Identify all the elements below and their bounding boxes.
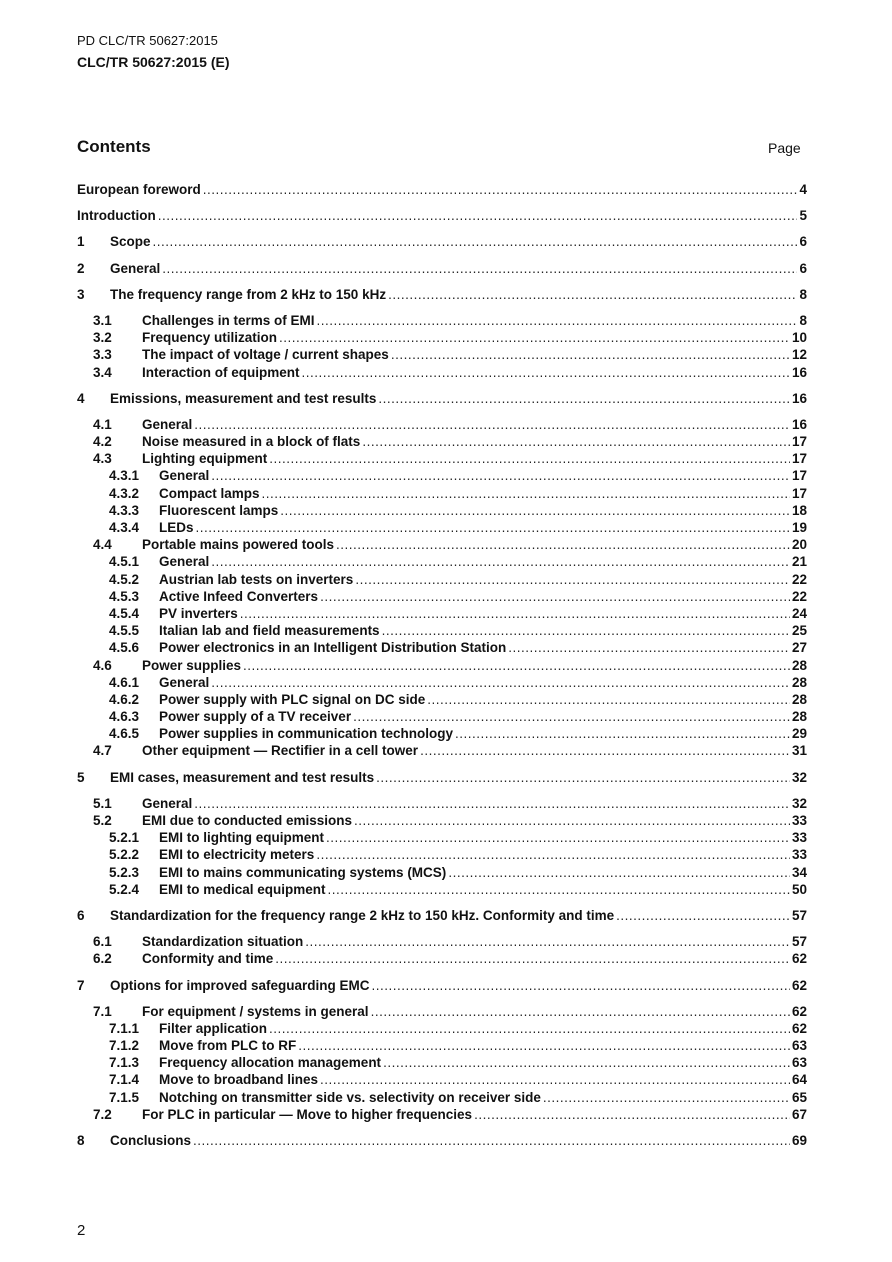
toc-entry-page: 16 bbox=[791, 390, 807, 406]
toc-entry[interactable] bbox=[77, 829, 807, 846]
toc-entry-number: 4.1 bbox=[93, 416, 112, 432]
contents-heading: Contents bbox=[77, 137, 151, 156]
toc-entry-number: 4.6.5 bbox=[109, 726, 140, 742]
toc-entry-title: General bbox=[142, 416, 193, 432]
toc-dot-leader bbox=[193, 1132, 790, 1149]
toc-entry-number: 5.2.4 bbox=[109, 881, 140, 897]
toc-dot-leader bbox=[376, 769, 790, 786]
toc-entry-title: EMI to mains communicating systems (MCS) bbox=[159, 864, 447, 880]
toc-dot-leader bbox=[153, 233, 798, 250]
toc-entry-page: 17 bbox=[791, 434, 807, 450]
toc-entry-number: 5.2.2 bbox=[109, 847, 140, 863]
toc-entry-title: For equipment / systems in general bbox=[142, 1003, 369, 1019]
toc-entry-page: 34 bbox=[791, 864, 807, 880]
toc-entry-number: 6 bbox=[77, 907, 85, 923]
toc-entry[interactable] bbox=[77, 390, 807, 407]
toc-dot-leader bbox=[317, 312, 798, 329]
toc-entry[interactable] bbox=[77, 181, 807, 198]
toc-entry-page: 16 bbox=[791, 416, 807, 432]
toc-entry-title: Standardization situation bbox=[142, 934, 304, 950]
toc-entry-page: 32 bbox=[791, 795, 807, 811]
toc-entry-number: 6.2 bbox=[93, 951, 112, 967]
toc-entry-page: 50 bbox=[791, 881, 807, 897]
toc-entry-page: 8 bbox=[799, 312, 807, 328]
toc-dot-leader bbox=[391, 346, 790, 363]
toc-entry[interactable] bbox=[77, 846, 807, 863]
toc-entry-number: 4.5.1 bbox=[109, 554, 140, 570]
toc-entry[interactable] bbox=[77, 571, 807, 588]
toc-dot-leader bbox=[371, 1003, 790, 1020]
toc-entry-page: 16 bbox=[791, 364, 807, 380]
toc-entry-number: 4.5.2 bbox=[109, 571, 140, 587]
toc-entry[interactable] bbox=[77, 950, 807, 967]
toc-entry-title: Lighting equipment bbox=[142, 451, 268, 467]
toc-entry[interactable] bbox=[77, 502, 807, 519]
toc-entry-number: 7.1.5 bbox=[109, 1089, 140, 1105]
toc-entry[interactable] bbox=[77, 233, 807, 250]
page-column-label: Page bbox=[768, 140, 801, 156]
toc-entry-page: 28 bbox=[791, 709, 807, 725]
toc-entry-title: Challenges in terms of EMI bbox=[142, 312, 315, 328]
toc-entry-title: EMI to electricity meters bbox=[159, 847, 315, 863]
toc-entry-title: For PLC in particular — Move to higher frequencies bbox=[142, 1106, 473, 1122]
toc-entry-page: 19 bbox=[791, 520, 807, 535]
toc-entry-number: 4.6 bbox=[93, 657, 112, 673]
toc-entry-page: 27 bbox=[791, 640, 807, 656]
toc-entry[interactable] bbox=[77, 416, 807, 433]
toc-entry-title: Emissions, measurement and test results bbox=[110, 390, 377, 406]
toc-entry[interactable] bbox=[77, 1071, 807, 1088]
toc-entry-number: 5.1 bbox=[93, 795, 112, 811]
toc-dot-leader bbox=[320, 588, 790, 605]
toc-entry-title: Frequency allocation management bbox=[159, 1055, 382, 1071]
toc-entry-page: 69 bbox=[791, 1133, 807, 1148]
toc-entry-title: Active Infeed Converters bbox=[159, 588, 319, 604]
toc-entry[interactable] bbox=[77, 433, 807, 450]
toc-entry-number: 4.2 bbox=[93, 434, 112, 450]
toc-dot-leader bbox=[383, 1054, 790, 1071]
toc-entry-number: 5 bbox=[77, 769, 85, 785]
toc-entry[interactable] bbox=[77, 346, 807, 363]
toc-entry-title: Fluorescent lamps bbox=[159, 502, 279, 518]
toc-entry-title: Power supply with PLC signal on DC side bbox=[159, 691, 426, 707]
toc-entry-page: 8 bbox=[799, 286, 807, 302]
toc-entry-page: 65 bbox=[791, 1089, 807, 1105]
toc-entry[interactable] bbox=[77, 977, 807, 994]
toc-entry[interactable] bbox=[77, 674, 807, 691]
toc-entry-number: 4.4 bbox=[93, 537, 112, 553]
toc-entry-page: 18 bbox=[791, 502, 807, 518]
toc-entry[interactable] bbox=[77, 207, 807, 224]
toc-entry-page: 24 bbox=[791, 605, 807, 621]
toc-dot-leader bbox=[336, 536, 790, 553]
toc-entry[interactable] bbox=[77, 795, 807, 812]
toc-dot-leader bbox=[275, 950, 790, 967]
document-id: PD CLC/TR 50627:2015 bbox=[77, 33, 218, 48]
toc-entry[interactable] bbox=[77, 1132, 807, 1149]
toc-entry[interactable] bbox=[77, 639, 807, 656]
toc-entry-page: 25 bbox=[791, 623, 807, 639]
toc-entry[interactable] bbox=[77, 881, 807, 898]
toc-entry-title: General bbox=[142, 795, 193, 811]
toc-entry[interactable] bbox=[77, 467, 807, 484]
toc-entry-title: EMI to lighting equipment bbox=[159, 830, 324, 846]
toc-entry-page: 28 bbox=[791, 674, 807, 690]
toc-entry-number: 3.1 bbox=[93, 312, 112, 328]
toc-entry-title: EMI cases, measurement and test results bbox=[110, 769, 375, 785]
toc-entry[interactable] bbox=[77, 260, 807, 277]
toc-dot-leader bbox=[382, 622, 790, 639]
toc-entry-number: 8 bbox=[77, 1133, 85, 1148]
toc-entry-page: 6 bbox=[799, 260, 807, 276]
toc-entry-number: 4.3.1 bbox=[109, 468, 140, 484]
toc-entry-number: 7.1 bbox=[93, 1003, 112, 1019]
toc-entry-number: 7 bbox=[77, 977, 85, 993]
toc-entry-title: Move to broadband lines bbox=[159, 1072, 319, 1088]
toc-entry-number: 5.2 bbox=[93, 813, 112, 828]
toc-dot-leader bbox=[262, 485, 790, 502]
toc-entry[interactable] bbox=[77, 812, 807, 829]
toc-dot-leader bbox=[269, 1020, 790, 1037]
toc-entry[interactable] bbox=[77, 519, 807, 536]
toc-dot-leader bbox=[420, 742, 790, 759]
toc-dot-leader bbox=[240, 605, 790, 622]
toc-entry-page: 62 bbox=[791, 951, 807, 967]
toc-entry-title: EMI due to conducted emissions bbox=[142, 813, 353, 828]
toc-dot-leader bbox=[508, 639, 790, 656]
toc-dot-leader bbox=[194, 795, 790, 812]
toc-entry-page: 33 bbox=[791, 813, 807, 828]
toc-dot-leader bbox=[162, 260, 797, 277]
toc-entry-title: European foreword bbox=[77, 182, 201, 197]
toc-entry-title: EMI to medical equipment bbox=[159, 881, 326, 897]
toc-entry-title: Conclusions bbox=[110, 1133, 192, 1148]
toc-entry[interactable] bbox=[77, 622, 807, 639]
toc-dot-leader bbox=[302, 364, 790, 381]
toc-entry-title: PV inverters bbox=[159, 605, 238, 621]
toc-entry-page: 4 bbox=[799, 182, 807, 197]
toc-dot-leader bbox=[211, 674, 790, 691]
toc-entry-title: Standardization for the frequency range 2 kHz to 150 kHz. Conformity and time bbox=[110, 907, 615, 923]
document-reference: CLC/TR 50627:2015 (E) bbox=[77, 54, 230, 70]
toc-entry-number: 6.1 bbox=[93, 934, 112, 950]
toc-dot-leader bbox=[243, 657, 790, 674]
toc-entry[interactable] bbox=[77, 864, 807, 881]
toc-entry-page: 22 bbox=[791, 588, 807, 604]
toc-entry-title: Other equipment — Rectifier in a cell tower bbox=[142, 743, 419, 759]
toc-entry-title: Portable mains powered tools bbox=[142, 537, 335, 553]
toc-entry-number: 2 bbox=[77, 260, 85, 276]
toc-entry-title: LEDs bbox=[159, 520, 194, 535]
toc-entry-page: 20 bbox=[791, 537, 807, 553]
toc-entry-number: 4.6.2 bbox=[109, 691, 140, 707]
toc-entry-title: Conformity and time bbox=[142, 951, 274, 967]
toc-entry[interactable] bbox=[77, 588, 807, 605]
toc-entry-number: 5.2.3 bbox=[109, 864, 140, 880]
toc-entry-title: Interaction of equipment bbox=[142, 364, 300, 380]
toc-entry-number: 4.5.4 bbox=[109, 605, 140, 621]
toc-entry-page: 10 bbox=[791, 330, 807, 346]
toc-dot-leader bbox=[280, 502, 790, 519]
toc-entry-number: 4.3.3 bbox=[109, 502, 140, 518]
toc-dot-leader bbox=[474, 1106, 790, 1123]
toc-entry-number: 3 bbox=[77, 286, 85, 302]
toc-entry-page: 29 bbox=[791, 726, 807, 742]
toc-entry-number: 7.1.2 bbox=[109, 1038, 140, 1054]
toc-entry[interactable] bbox=[77, 605, 807, 622]
toc-dot-leader bbox=[543, 1089, 790, 1106]
toc-entry-number: 7.1.1 bbox=[109, 1020, 140, 1036]
toc-entry-number: 4.3 bbox=[93, 451, 112, 467]
toc-entry-page: 28 bbox=[791, 657, 807, 673]
toc-dot-leader bbox=[328, 881, 790, 898]
toc-dot-leader bbox=[269, 450, 790, 467]
toc-entry-page: 12 bbox=[791, 347, 807, 363]
toc-entry-title: Power electronics in an Intelligent Distribution Station bbox=[159, 640, 507, 656]
toc-entry[interactable] bbox=[77, 1037, 807, 1054]
toc-entry-number: 4 bbox=[77, 390, 85, 406]
toc-entry[interactable] bbox=[77, 312, 807, 329]
toc-entry-number: 4.5.3 bbox=[109, 588, 140, 604]
table-of-contents bbox=[77, 181, 807, 1149]
toc-dot-leader bbox=[279, 329, 790, 346]
toc-entry-title: Italian lab and field measurements bbox=[159, 623, 380, 639]
toc-entry-title: General bbox=[159, 554, 210, 570]
toc-dot-leader bbox=[355, 571, 790, 588]
toc-entry-title: General bbox=[159, 674, 210, 690]
toc-entry-page: 21 bbox=[791, 554, 807, 570]
toc-entry[interactable] bbox=[77, 536, 807, 553]
toc-dot-leader bbox=[455, 725, 790, 742]
toc-entry-page: 28 bbox=[791, 691, 807, 707]
toc-entry-number: 4.6.3 bbox=[109, 709, 140, 725]
toc-entry-title: Notching on transmitter side vs. selectivity on receiver side bbox=[159, 1089, 541, 1105]
toc-entry-page: 62 bbox=[791, 977, 807, 993]
toc-entry[interactable] bbox=[77, 364, 807, 381]
toc-dot-leader bbox=[378, 390, 790, 407]
toc-entry-title: Compact lamps bbox=[159, 485, 260, 501]
toc-entry-page: 17 bbox=[791, 451, 807, 467]
toc-entry-number: 4.3.2 bbox=[109, 485, 140, 501]
toc-entry-page: 17 bbox=[791, 468, 807, 484]
toc-entry-page: 67 bbox=[791, 1106, 807, 1122]
toc-entry-page: 22 bbox=[791, 571, 807, 587]
toc-entry-number: 4.5.6 bbox=[109, 640, 140, 656]
toc-entry-number: 3.4 bbox=[93, 364, 112, 380]
toc-entry-title: Scope bbox=[110, 234, 151, 250]
toc-entry[interactable] bbox=[77, 1020, 807, 1037]
toc-entry[interactable] bbox=[77, 933, 807, 950]
toc-entry-title: Noise measured in a block of flats bbox=[142, 434, 361, 450]
toc-entry-title: Frequency utilization bbox=[142, 330, 278, 346]
toc-entry-number: 5.2.1 bbox=[109, 830, 140, 846]
toc-entry-page: 33 bbox=[791, 847, 807, 863]
toc-entry-page: 62 bbox=[791, 1003, 807, 1019]
toc-entry-title: Austrian lab tests on inverters bbox=[159, 571, 354, 587]
toc-dot-leader bbox=[211, 553, 790, 570]
toc-entry-number: 1 bbox=[77, 234, 85, 250]
toc-dot-leader bbox=[388, 286, 797, 303]
toc-entry[interactable] bbox=[77, 286, 807, 303]
toc-entry-page: 32 bbox=[791, 769, 807, 785]
toc-entry-page: 62 bbox=[791, 1020, 807, 1036]
toc-dot-leader bbox=[353, 708, 790, 725]
toc-entry-number: 4.3.4 bbox=[109, 520, 140, 535]
toc-dot-leader bbox=[316, 846, 790, 863]
toc-entry-number: 7.1.3 bbox=[109, 1055, 140, 1071]
toc-dot-leader bbox=[298, 1037, 790, 1054]
toc-entry-number: 3.3 bbox=[93, 347, 112, 363]
toc-entry-page: 17 bbox=[791, 485, 807, 501]
toc-entry-page: 57 bbox=[791, 907, 807, 923]
toc-entry[interactable] bbox=[77, 657, 807, 674]
toc-dot-leader bbox=[196, 519, 790, 536]
toc-entry-number: 7.2 bbox=[93, 1106, 112, 1122]
toc-entry[interactable] bbox=[77, 691, 807, 708]
toc-entry-title: Introduction bbox=[77, 208, 156, 224]
toc-entry-title: Move from PLC to RF bbox=[159, 1038, 297, 1054]
toc-entry-title: The impact of voltage / current shapes bbox=[142, 347, 389, 363]
toc-entry-page: 5 bbox=[799, 208, 807, 224]
toc-entry-title: Options for improved safeguarding EMC bbox=[110, 977, 370, 993]
toc-entry[interactable] bbox=[77, 1054, 807, 1071]
toc-dot-leader bbox=[448, 864, 790, 881]
toc-entry[interactable] bbox=[77, 769, 807, 786]
toc-entry-title: Power supply of a TV receiver bbox=[159, 709, 352, 725]
toc-entry-page: 63 bbox=[791, 1038, 807, 1054]
toc-dot-leader bbox=[320, 1071, 790, 1088]
toc-entry-title: Power supplies in communication technology bbox=[159, 726, 454, 742]
toc-entry[interactable] bbox=[77, 485, 807, 502]
toc-dot-leader bbox=[372, 977, 790, 994]
toc-entry[interactable] bbox=[77, 329, 807, 346]
toc-entry-title: General bbox=[110, 260, 161, 276]
toc-dot-leader bbox=[616, 907, 790, 924]
toc-dot-leader bbox=[211, 467, 790, 484]
toc-entry-number: 4.5.5 bbox=[109, 623, 140, 639]
toc-dot-leader bbox=[326, 829, 790, 846]
toc-entry[interactable] bbox=[77, 725, 807, 742]
toc-entry[interactable] bbox=[77, 450, 807, 467]
toc-entry-number: 3.2 bbox=[93, 330, 112, 346]
toc-dot-leader bbox=[427, 691, 790, 708]
toc-entry[interactable] bbox=[77, 1089, 807, 1106]
toc-entry[interactable] bbox=[77, 708, 807, 725]
toc-entry[interactable] bbox=[77, 553, 807, 570]
toc-entry-page: 64 bbox=[791, 1072, 807, 1088]
toc-entry-page: 6 bbox=[799, 234, 807, 250]
toc-entry-title: Filter application bbox=[159, 1020, 268, 1036]
toc-dot-leader bbox=[354, 812, 790, 829]
page-number: 2 bbox=[77, 1222, 86, 1239]
toc-entry-page: 31 bbox=[791, 743, 807, 759]
toc-entry[interactable] bbox=[77, 1106, 807, 1123]
toc-entry[interactable] bbox=[77, 742, 807, 759]
toc-dot-leader bbox=[305, 933, 790, 950]
toc-entry-title: General bbox=[159, 468, 210, 484]
toc-entry-page: 63 bbox=[791, 1055, 807, 1071]
toc-dot-leader bbox=[203, 181, 798, 198]
toc-entry-number: 7.1.4 bbox=[109, 1072, 140, 1088]
toc-entry-page: 57 bbox=[791, 934, 807, 950]
toc-entry[interactable] bbox=[77, 907, 807, 924]
toc-entry[interactable] bbox=[77, 1003, 807, 1020]
toc-entry-title: Power supplies bbox=[142, 657, 242, 673]
toc-entry-page: 33 bbox=[791, 830, 807, 846]
toc-dot-leader bbox=[158, 207, 798, 224]
toc-entry-number: 4.6.1 bbox=[109, 674, 140, 690]
toc-dot-leader bbox=[362, 433, 790, 450]
toc-entry-number: 4.7 bbox=[93, 743, 112, 759]
toc-entry-title: The frequency range from 2 kHz to 150 kHz bbox=[110, 286, 387, 302]
toc-dot-leader bbox=[194, 416, 790, 433]
